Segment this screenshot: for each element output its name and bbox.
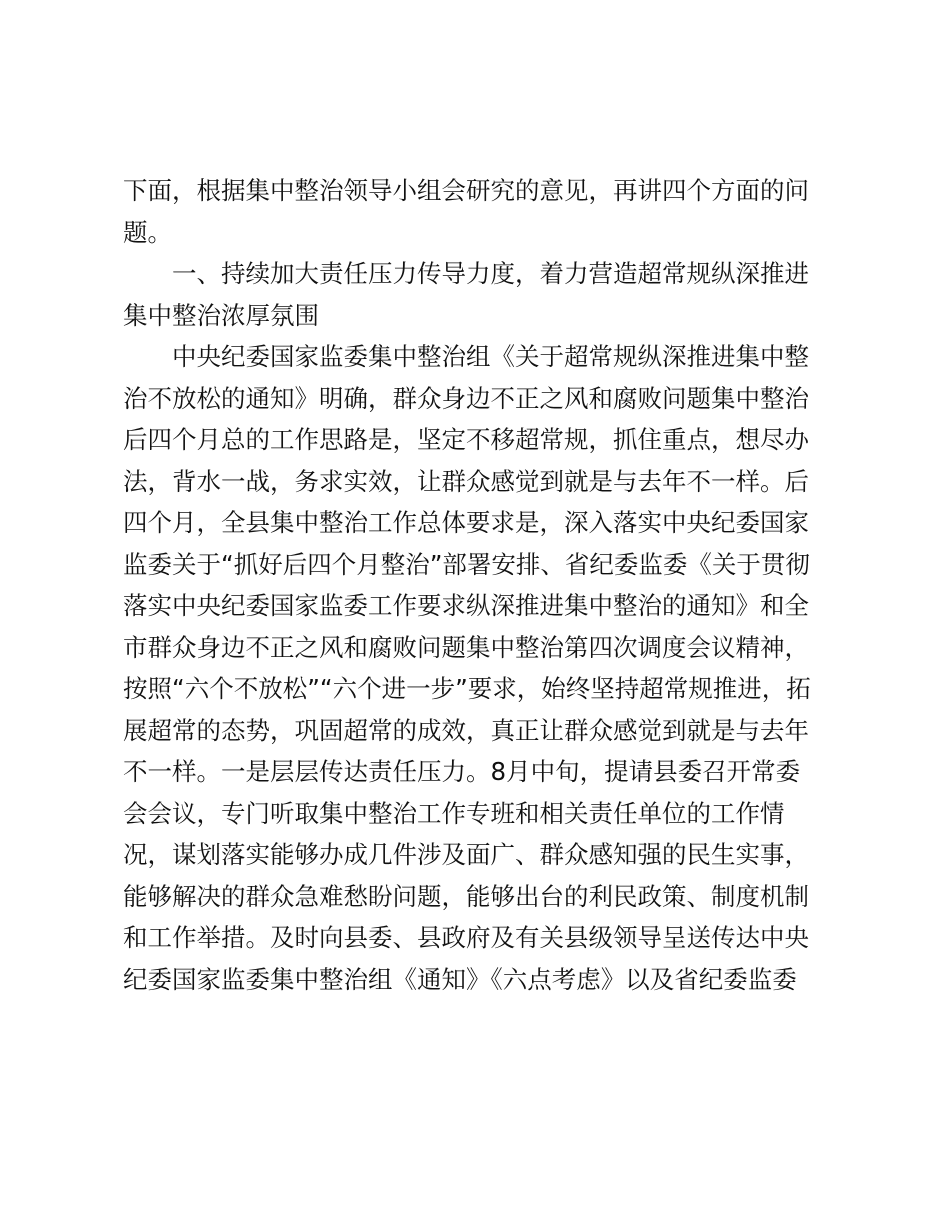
text-line: 按照“六个不放松”“六个进一步”要求，始终坚持超常规推进，拓	[123, 674, 811, 703]
heading-line: 集中整治浓厚氛围	[123, 300, 319, 330]
text-line: 能够解决的群众急难愁盼问题，能够出台的利民政策、制度机制	[123, 881, 809, 911]
text-line: 况，谋划落实能够办成几件涉及面广、群众感知强的民生实事，	[123, 840, 809, 869]
text-line: 和工作举措。及时向县委、县政府及有关县级领导呈送传达中央	[123, 923, 809, 952]
text-line: 下面，根据集中整治领导小组会研究的意见，再讲四个方面的问	[123, 176, 809, 205]
section-heading	[123, 253, 823, 336]
text-line: 题。	[123, 217, 172, 247]
text-line: 法，背水一战，务求实效，让群众感觉到就是与去年不一样。后	[123, 466, 809, 496]
document-body	[123, 170, 823, 1000]
text-line: 会会议，专门听取集中整治工作专班和相关责任单位的工作情	[123, 798, 785, 828]
text-line: 监委关于“抓好后四个月整治”部署安排、省纪委监委《关于贯彻	[123, 549, 810, 579]
text-line: 纪委国家监委集中整治组《通知》《六点考虑》以及省纪委监委	[123, 964, 797, 994]
text-line: 展超常的态势，巩固超常的成效，真正让群众感觉到就是与去年	[123, 715, 809, 745]
text-line: 市群众身边不正之风和腐败问题集中整治第四次调度会议精神，	[123, 632, 809, 662]
body-paragraph	[123, 336, 823, 1000]
intro-paragraph	[123, 170, 823, 253]
text-line: 中央纪委国家监委集中整治组《关于超常规纵深推进集中整	[172, 342, 809, 371]
text-line: 后四个月总的工作思路是，坚定不移超常规，抓住重点，想尽办	[123, 425, 809, 454]
text-line: 四个月，全县集中整治工作总体要求是，深入落实中央纪委国家	[123, 508, 809, 537]
text-line: 不一样。一是层层传达责任压力。8月中旬，提请县委召开常委	[123, 757, 801, 786]
text-line: 落实中央纪委国家监委工作要求纵深推进集中整治的通知》和全	[123, 591, 809, 620]
heading-line: 一、持续加大责任压力传导力度，着力营造超常规纵深推进	[172, 259, 809, 288]
text-line: 治不放松的通知》明确，群众身边不正之风和腐败问题集中整治	[123, 383, 809, 413]
